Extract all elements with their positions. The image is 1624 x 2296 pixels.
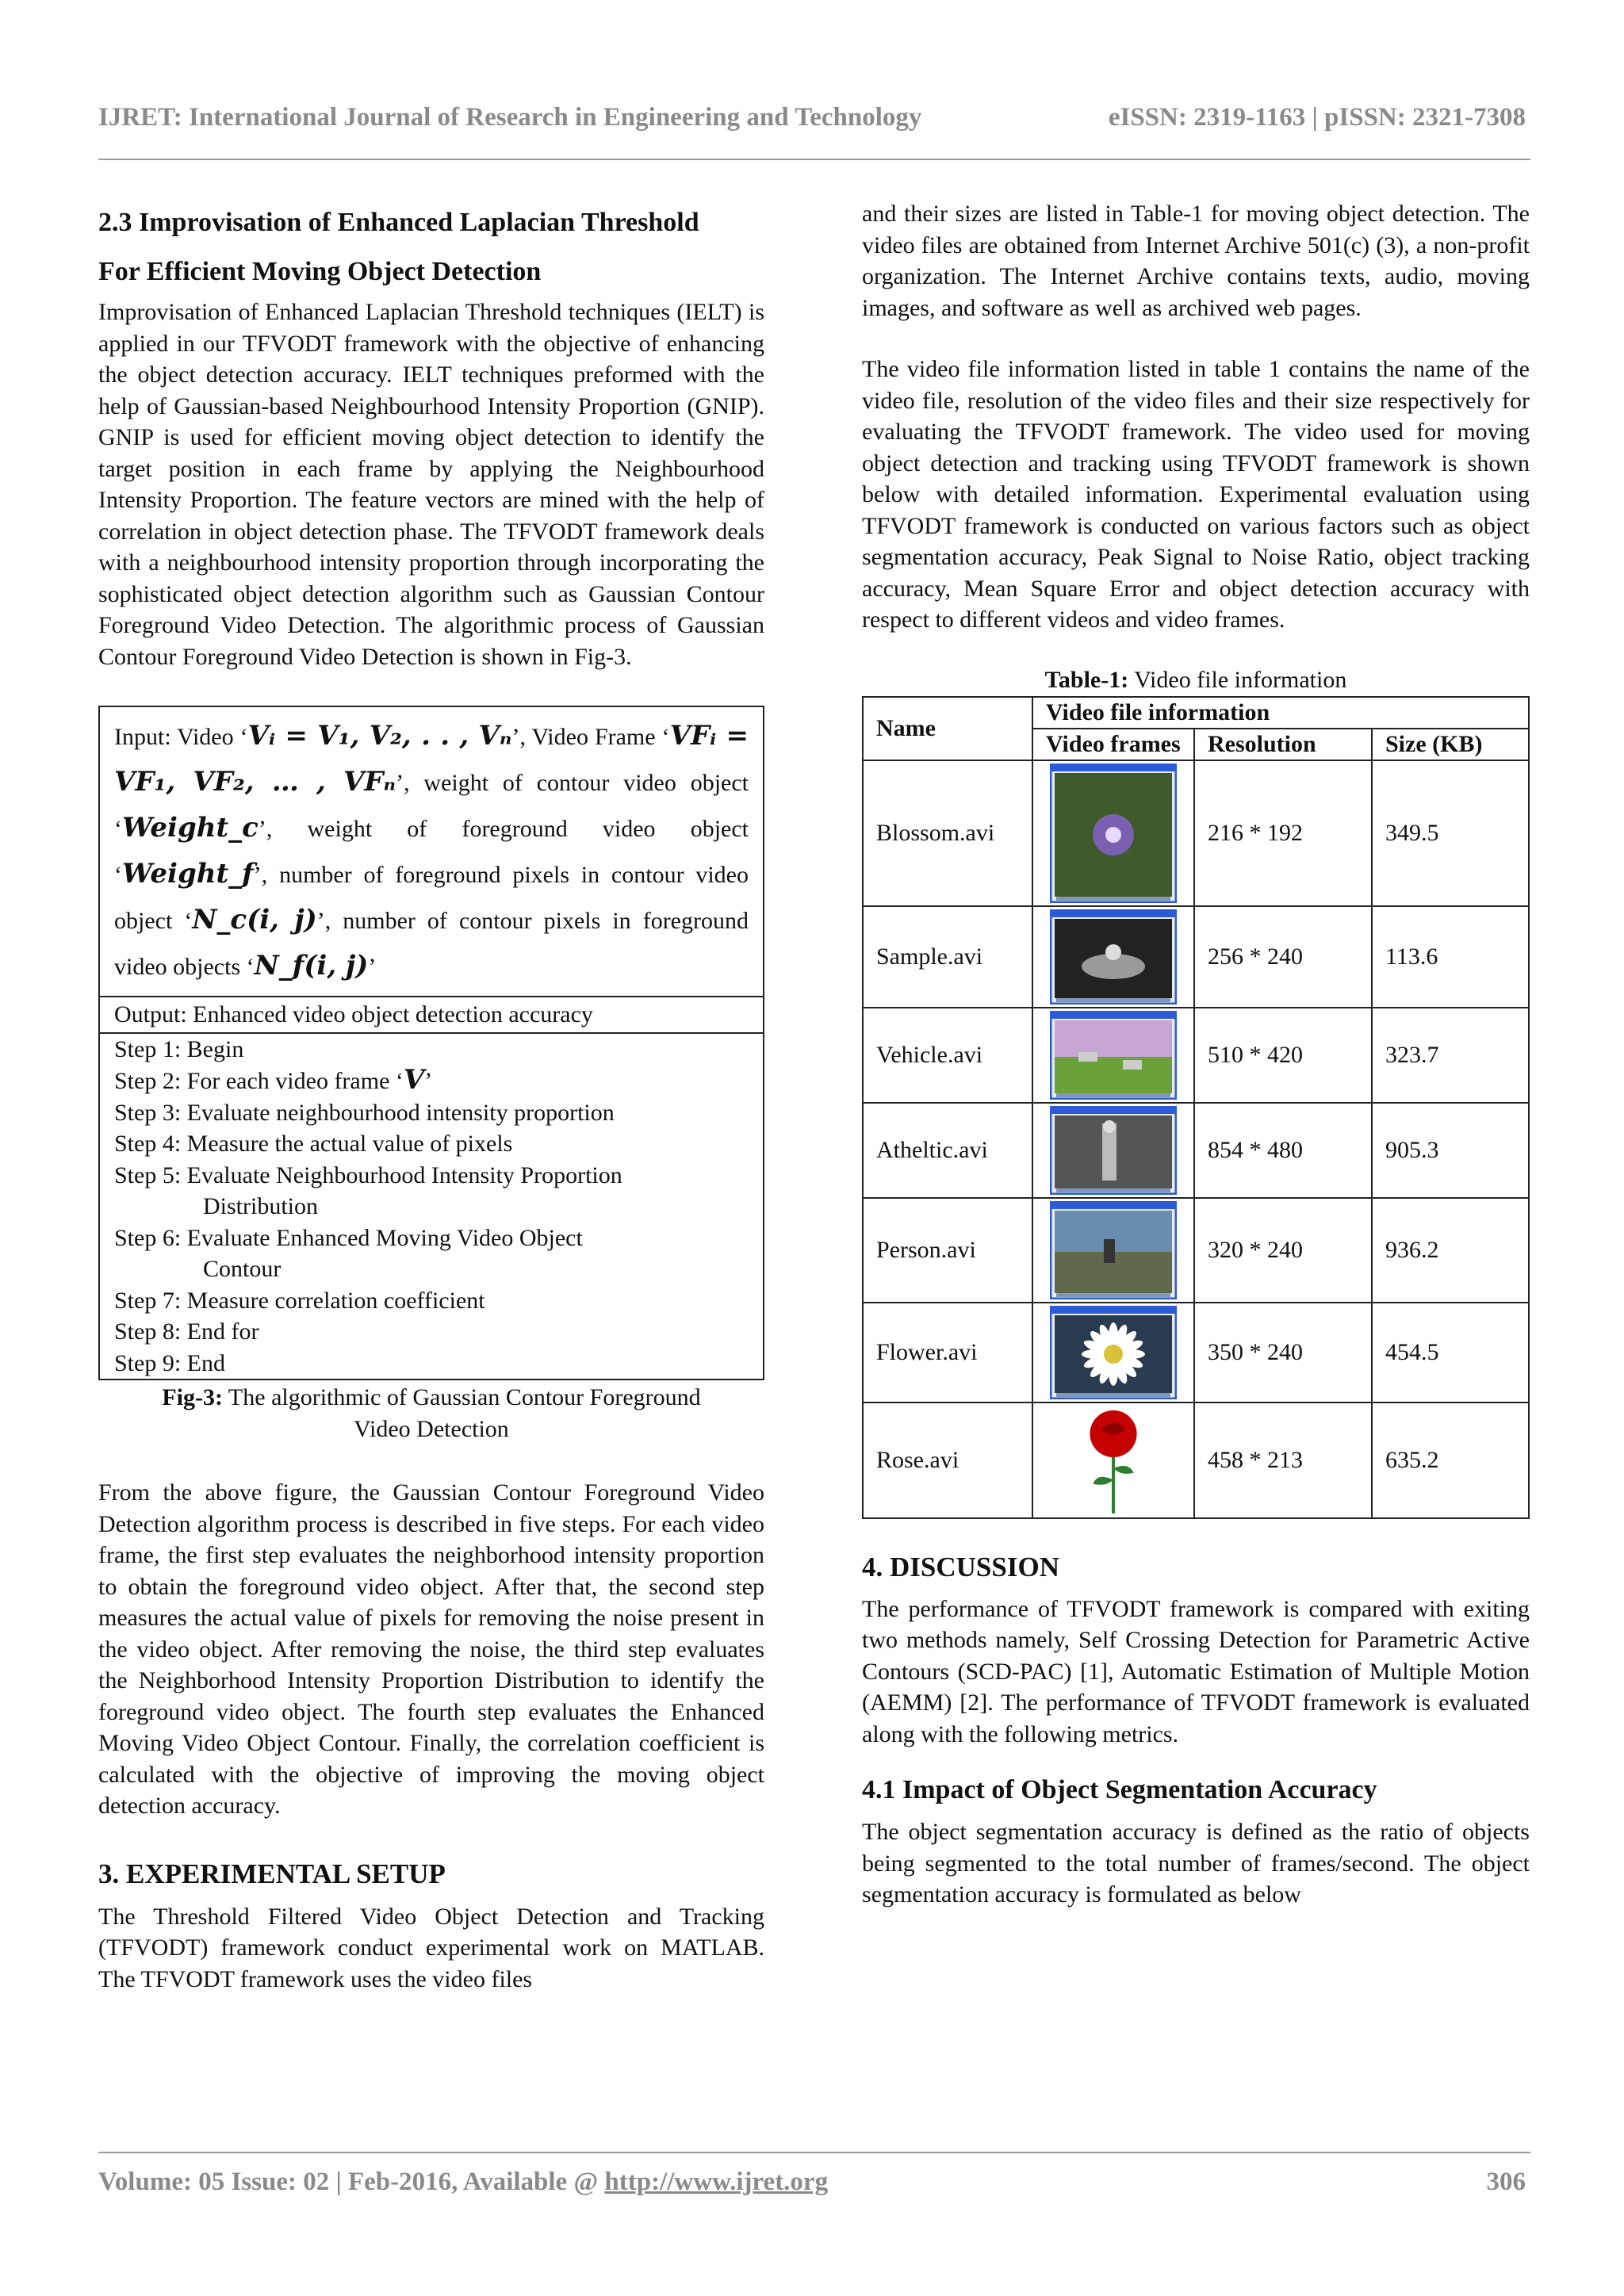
section-3-paragraph: The Threshold Filtered Video Object Detection and Tracking (TFVODT) framework conduct experimental work on MATLAB. The TFVODT framework uses the video files — [98, 1903, 764, 1992]
page-header — [98, 98, 1526, 136]
right-paragraph-1: and their sizes are listed in Table-1 for moving object detection. The video files are obtained from Internet Archive 501(c) (3), a non-profit organization. The Internet Archive contains texts, audio, moving images, and software as well as archived web pages. — [862, 201, 1530, 321]
figure-label: Fig-3: — [162, 1384, 223, 1410]
step — [114, 1065, 749, 1097]
cell-video-frame — [1032, 1198, 1194, 1303]
cell-resolution: 216 * 192 — [1194, 760, 1372, 906]
algorithm-box — [98, 706, 764, 1380]
section-4-paragraph: The performance of TFVODT framework is compared with exiting two methods namely, Self Crossing Detection for Parametric Active Contours (SCD-PAC) [1], Automatic Estimation of Multiple Motion (AEMM) [2]. The performance of TFVODT framework is evaluated along with the following metrics. — [862, 1595, 1530, 1747]
input-text: ’, weight of contour video object ‘ — [114, 770, 749, 842]
cell-name: Sample.avi — [863, 906, 1032, 1008]
input-text: ’, weight of foreground video object ‘ — [114, 816, 749, 888]
page-footer — [98, 2168, 1526, 2197]
issn: eISSN: 2319-1163 | pISSN: 2321-7308 — [1108, 102, 1526, 132]
section-4-title: 4. DISCUSSION — [862, 1551, 1059, 1582]
cell-size: 323.7 — [1372, 1008, 1529, 1103]
cell-size: 349.5 — [1372, 760, 1529, 906]
cell-name: Blossom.avi — [863, 760, 1032, 906]
cell-video-frame — [1032, 906, 1194, 1008]
table-row — [863, 760, 1529, 906]
cell-name: Vehicle.avi — [863, 1008, 1032, 1103]
video-frame-thumbnail — [1050, 1201, 1177, 1299]
group-header: Video file information — [1032, 697, 1529, 729]
cell-video-frame — [1032, 1402, 1194, 1518]
section-4-1-paragraph: The object segmentation accuracy is defined as the ratio of objects being segmented to the total number of frames/second. The object segmentation accuracy is formulated as below — [862, 1819, 1530, 1908]
section-title-line: For Efficient Moving Object Detection — [98, 257, 542, 286]
page-number: 306 — [1486, 2168, 1526, 2196]
cell-size: 905.3 — [1372, 1103, 1529, 1198]
section-3-title: 3. EXPERIMENTAL SETUP — [98, 1858, 446, 1889]
column-header-resolution: Resolution — [1194, 729, 1372, 760]
algorithm-input — [100, 707, 763, 996]
step-continued: Distribution — [203, 1193, 319, 1219]
footer-volume — [98, 2168, 828, 2197]
math-weight-contour: Weight_c — [122, 812, 259, 844]
cell-resolution: 510 * 420 — [1194, 1008, 1372, 1103]
column-header-size: Size (KB) — [1372, 729, 1529, 760]
rose-thumbnail — [1074, 1406, 1153, 1515]
table-row — [863, 1303, 1529, 1402]
math-nf: N_f(i, j) — [254, 950, 369, 982]
cell-resolution: 350 * 240 — [1194, 1303, 1372, 1402]
table-row — [863, 1008, 1529, 1103]
step: Step 1: Begin — [114, 1035, 244, 1062]
table-row — [863, 1198, 1529, 1303]
video-frame-thumbnail — [1050, 909, 1177, 1004]
math-nc: N_c(i, j) — [192, 904, 317, 936]
algorithm-output: Output: Enhanced video object detection accuracy — [100, 996, 763, 1032]
table-row — [863, 1103, 1529, 1198]
section-title-line: 2.3 Improvisation of Enhanced Laplacian Threshold — [98, 208, 699, 237]
cell-resolution: 458 * 213 — [1194, 1402, 1372, 1518]
input-text: ’, Video Frame ‘ — [511, 724, 670, 750]
right-column — [862, 198, 1530, 1911]
step: Step 3: Evaluate neighbourhood intensity proportion — [114, 1099, 615, 1126]
column-header-name: Name — [863, 697, 1032, 760]
cell-name: Flower.avi — [863, 1303, 1032, 1402]
input-text: ’, number of contour pixels in foreground video objects ‘ — [114, 908, 749, 980]
cell-size: 635.2 — [1372, 1402, 1529, 1518]
cell-video-frame — [1032, 760, 1194, 906]
step-continued: Contour — [203, 1256, 282, 1282]
figure-caption — [98, 1382, 764, 1445]
cell-name: Person.avi — [863, 1198, 1032, 1303]
step: Step 4: Measure the actual value of pixels — [114, 1131, 513, 1157]
figure-caption-text: The algorithmic of Gaussian Contour Foreground Video Detection — [222, 1384, 701, 1442]
table-row — [863, 1402, 1529, 1518]
section-2-3-paragraph: Improvisation of Enhanced Laplacian Threshold techniques (IELT) is applied in our TFVODT framework with the objective of enhancing the object detection accuracy. IELT techniques preformed with the help of Gaussian-based Neighbourhood Intensity Proportion (GNIP). GNIP is used for efficient moving object detection to identify the target position in each frame by applying the Neighbourhood Intensity Proportion. The feature vectors are mined with the help of correlation in object detection phase. The TFVODT framework deals with a neighbourhood intensity proportion through incorporating the sophisticated object detection algorithm such as Gaussian Contour Foreground Video Detection. The algorithmic process of Gaussian Contour Foreground Video Detection is shown in Fig-3. — [98, 299, 764, 670]
video-frame-thumbnail — [1050, 1306, 1177, 1399]
input-text: Input: Video ‘ — [114, 724, 248, 750]
table-caption-text: Video file information — [1128, 666, 1347, 693]
left-column — [98, 198, 764, 1995]
math-video-set: Vᵢ = V₁, V₂, . . , Vₙ — [247, 720, 512, 752]
input-text: ’ — [368, 954, 377, 980]
header-rule — [98, 159, 1530, 160]
step: Step 5: Evaluate Neighbourhood Intensity Proportion — [114, 1161, 622, 1188]
step-text: ’ — [424, 1068, 433, 1094]
cell-size: 936.2 — [1372, 1198, 1529, 1303]
section-4-1-title: 4.1 Impact of Object Segmentation Accuracy — [862, 1775, 1377, 1804]
journal-title: IJRET: International Journal of Research in Engineering and Technology — [98, 102, 922, 132]
video-file-table — [862, 696, 1530, 1519]
table-caption — [862, 664, 1530, 696]
cell-video-frame — [1032, 1103, 1194, 1198]
cell-video-frame — [1032, 1008, 1194, 1103]
video-frame-thumbnail — [1050, 1011, 1177, 1100]
math-weight-foreground: Weight_f — [122, 858, 254, 890]
table-row — [863, 906, 1529, 1008]
step: Step 8: End for — [114, 1318, 259, 1345]
cell-name: Rose.avi — [863, 1402, 1032, 1518]
step: Step 7: Measure correlation coefficient — [114, 1287, 485, 1314]
cell-resolution: 854 * 480 — [1194, 1103, 1372, 1198]
cell-size: 454.5 — [1372, 1303, 1529, 1402]
cell-resolution: 320 * 240 — [1194, 1198, 1372, 1303]
cell-resolution: 256 * 240 — [1194, 906, 1372, 1008]
cell-name: Atheltic.avi — [863, 1103, 1032, 1198]
video-frame-thumbnail — [1050, 1106, 1177, 1195]
math-v: V — [403, 1064, 425, 1096]
footer-volume-text: Volume: 05 Issue: 02 | Feb-2016, Available @ — [98, 2168, 605, 2196]
footer-link[interactable]: http://www.ijret.org — [604, 2168, 829, 2196]
step: Step 6: Evaluate Enhanced Moving Video Object — [114, 1224, 583, 1251]
video-frame-thumbnail — [1050, 763, 1177, 903]
cell-size: 113.6 — [1372, 906, 1529, 1008]
figure-description-paragraph: From the above figure, the Gaussian Contour Foreground Video Detection algorithm process is described in five steps. For each video frame, the first step evaluates the neighborhood intensity proportion to obtain the foreground video object. After that, the second step measures the actual value of pixels for removing the noise present in the video object. After removing the noise, the third step evaluates the Neighborhood Intensity Proportion Distribution to identify the foreground video object. The fourth step evaluates the Enhanced Moving Video Object Contour. Finally, the correlation coefficient is calculated with the objective of improving the moving object detection accuracy. — [98, 1479, 764, 1819]
section-2-3-title — [98, 198, 764, 297]
input-text: ’, number of foreground pixels in contour video object ‘ — [114, 862, 749, 934]
right-paragraph-2: The video file information listed in table 1 contains the name of the video file, resolution of the video files and their size respectively for evaluating the TFVODT framework. The video used for moving object detection and tracking using TFVODT framework is shown below with detailed information. Experimental evaluation using TFVODT framework is conducted on various factors such as object segmentation accuracy, Peak Signal to Noise Ratio, object tracking accuracy, Mean Square Error and object detection accuracy with respect to different videos and video frames. — [862, 356, 1530, 633]
cell-video-frame — [1032, 1303, 1194, 1402]
table-label: Table-1: — [1044, 666, 1129, 693]
step-text: Step 2: For each video frame ‘ — [114, 1068, 404, 1094]
column-header-frames: Video frames — [1032, 729, 1194, 760]
math-frame-set: VFᵢ = VF₁, VF₂, … , VFₙ — [114, 720, 749, 798]
algorithm-steps — [100, 1032, 763, 1380]
step: Step 9: End — [114, 1349, 225, 1376]
footer-rule — [98, 2152, 1530, 2153]
